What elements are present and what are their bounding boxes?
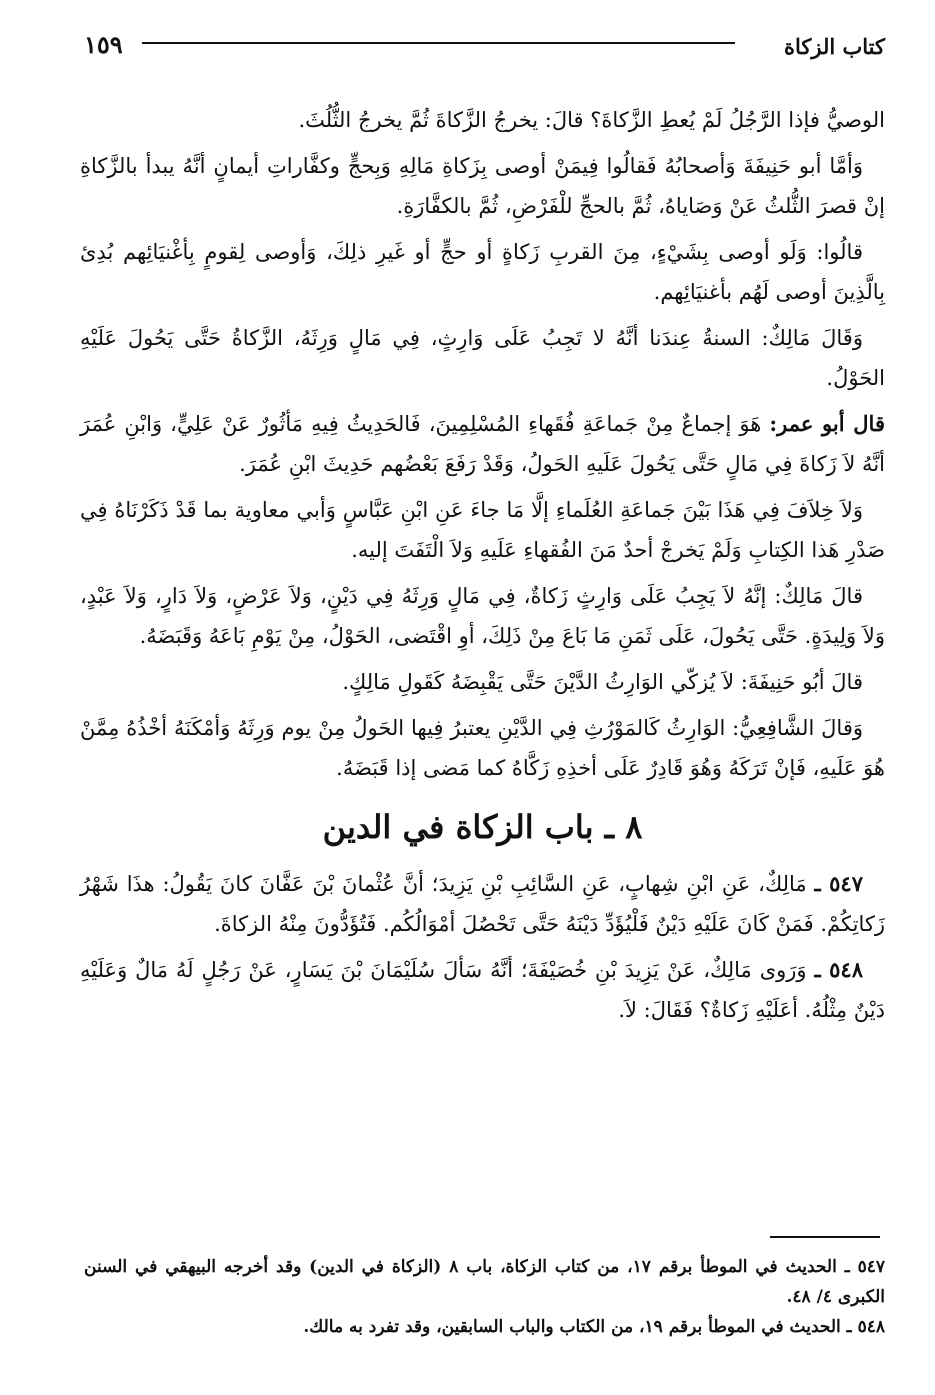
hadith-547: ٥٤٧ ـ مَالِكٌ، عَنِ ابْنِ شِهابٍ، عَنِ السَّائِبِ بْنِ يَزِيدَ؛ أنَّ عُثْمانَ بْنَ عَفَّانَ كانَ يَقُولُ: هذَا شَهْرُ زَكاتِكُمْ. فَمَنْ كَانَ عَلَيْهِ دَيْنٌ فَلْيُؤَدِّ دَيْنَهُ حَتَّى تَحْصُلَ أمْوَالُكُم. فَتُؤَدُّونَ مِنْهُ الزكاةَ. bbox=[80, 871, 885, 936]
paragraph: الوصيُّ فإذا الرَّجُلُ لَمْ يُعطِ الزَّكاةَ؟ قالَ: يخرجُ الزَّكاةَ ثُمَّ يخرجُ الثُّلُثَ. bbox=[298, 108, 885, 132]
paragraph: قالَ مَالِكٌ: إنَّهُ لاَ يَجِبُ عَلَى وَارِثٍ زَكاةٌ، فِي مَالٍ وَرِثَهُ فِي دَيْنٍ، وَلاَ عَرْضٍ، وَلاَ دَارٍ، وَلاَ عَبْدٍ، وَلاَ وَلِيدَةٍ. حَتَّى يَحُولَ، عَلَى ثَمَنِ مَا بَاعَ مِنْ ذَلِكَ، أوِ اقْتَضى، الحَوْلُ، مِنْ يَوْمِ بَاعَهُ وَقَبَضَهُ. bbox=[80, 584, 885, 648]
hadith-number: ٥٤٧ ـ bbox=[814, 871, 863, 896]
main-text bbox=[80, 100, 885, 1036]
paragraph: وَأمَّا أبو حَنِيفَةَ وَأصحابُهُ فَقالُوا فِيمَنْ أوصى بِزَكاةِ مَالِهِ وَبِحجٍّ وكفَّاراتِ أيمانٍ أنَّهُ يبدأ بالزَّكاةِ إنْ قصرَ الثُّلثُ عَنْ وَصَاياهُ، ثُمَّ بالحجِّ للْفَرْضِ، ثُمَّ بالكفَّارَةِ. bbox=[80, 154, 885, 218]
footnote-547: ٥٤٧ ـ الحديث في الموطأ برقم ١٧، من كتاب الزكاة، باب ٨ (الزكاة في الدين) وقد أخرجه البيهقي في السنن الكبرى ٤/ ٤٨. bbox=[84, 1257, 885, 1307]
footnote-separator bbox=[770, 1236, 880, 1238]
paragraph: قالُوا: وَلَو أوصى بِشَيْءٍ، مِنَ القربِ زَكاةٍ أو حجٍّ أو غَيرِ ذلِكَ، وَأوصى لِقومٍ بِأغْنيَائِهم بُدِئ بِالَّذِينَ أوصى لَهُم بأغنيَائِهم. bbox=[80, 240, 885, 304]
speaker-label: قال أبو عمر: bbox=[769, 411, 885, 436]
footnotes bbox=[84, 1252, 885, 1342]
hadith-548: ٥٤٨ ـ وَرَوى مَالِكٌ، عَنْ يَزِيدَ بْنِ خُصَيْفَةَ؛ أنَّهُ سَألَ سُلَيْمَانَ بْنَ يَسَارٍ، عَنْ رَجُلٍ لَهُ مَالٌ وَعَلَيْهِ دَيْنٌ مِثْلُهُ. أعَلَيْهِ زَكاةٌ؟ فَقَالَ: لاَ. bbox=[80, 957, 885, 1022]
running-header bbox=[84, 26, 885, 66]
footnote-548: ٥٤٨ ـ الحديث في الموطأ برقم ١٩، من الكتاب والباب السابقين، وقد تفرد به مالك. bbox=[303, 1317, 885, 1337]
section-heading: ٨ ـ باب الزكاة في الدين bbox=[322, 808, 643, 846]
paragraph: قالَ أبُو حَنِيفَةَ: لاَ يُزكّي الوَارِثُ الدَّيْنَ حَتَّى يَقْبِضَهُ كَقَولِ مَالِكٍ. bbox=[342, 670, 863, 694]
header-rule bbox=[142, 42, 735, 44]
page-number: ١٥٩ bbox=[84, 30, 123, 59]
hadith-number: ٥٤٨ ـ bbox=[814, 957, 863, 982]
book-title: كتاب الزكاة bbox=[783, 34, 885, 59]
paragraph: وَلاَ خِلاَفَ فِي هَذَا بَيْنَ جَماعَةِ العُلَماءِ إلَّا مَا جاءَ عَنِ ابْنِ عَبَّاسٍ وَأبي معاوية بما قَدْ ذَكَرْنَاهُ فِي صَدْرِ هَذا الكِتابِ وَلَمْ يَخرجْ أحدٌ مَنَ الفُقهاءِ عَلَيهِ وَلاَ الْتَفَتَ إليه. bbox=[80, 498, 885, 562]
paragraph: وَقَالَ مَالِكٌ: السنةُ عِندَنا أنَّهُ لا تَجِبُ عَلَى وَارِثٍ، فِي مَالٍ وَرِثَهُ، الزَّكاةُ حَتَّى يَحُولَ عَلَيْهِ الحَوْلُ. bbox=[80, 326, 885, 390]
paragraph-abu-umar: قال أبو عمر: هَوَ إجماعٌ مِنْ جَماعَةِ فُقَهاءِ المُسْلِمِينَ، فَالحَدِيثُ فِيهِ مَأثُورٌ عَنْ عَلِيٍّ، وَابْنِ عُمَرَ أنَّهُ لاَ زَكاةَ فِي مَالٍ حَتَّى يَحُولَ عَلَيهِ الحَولُ، وَقَدْ رَفَعَ بَعْضُهم حَدِيثَ ابْنِ عُمَرَ. bbox=[80, 411, 885, 476]
paragraph: وَقالَ الشَّافِعِيُّ: الوَارِثُ كَالمَوْرُثِ فِي الدَّيْنِ يعتبرُ فِيها الحَولُ مِنْ يوم وَرِثَهُ وَأمْكَنَهُ أخْذُهُ مِمَّنْ هُوَ عَلَيهِ، فَإنْ تَرَكَهُ وَهُوَ قَادِرٌ عَلَى أخذِهِ زَكَّاهُ كما مَضى إذا قَبَضَهُ. bbox=[80, 716, 885, 780]
